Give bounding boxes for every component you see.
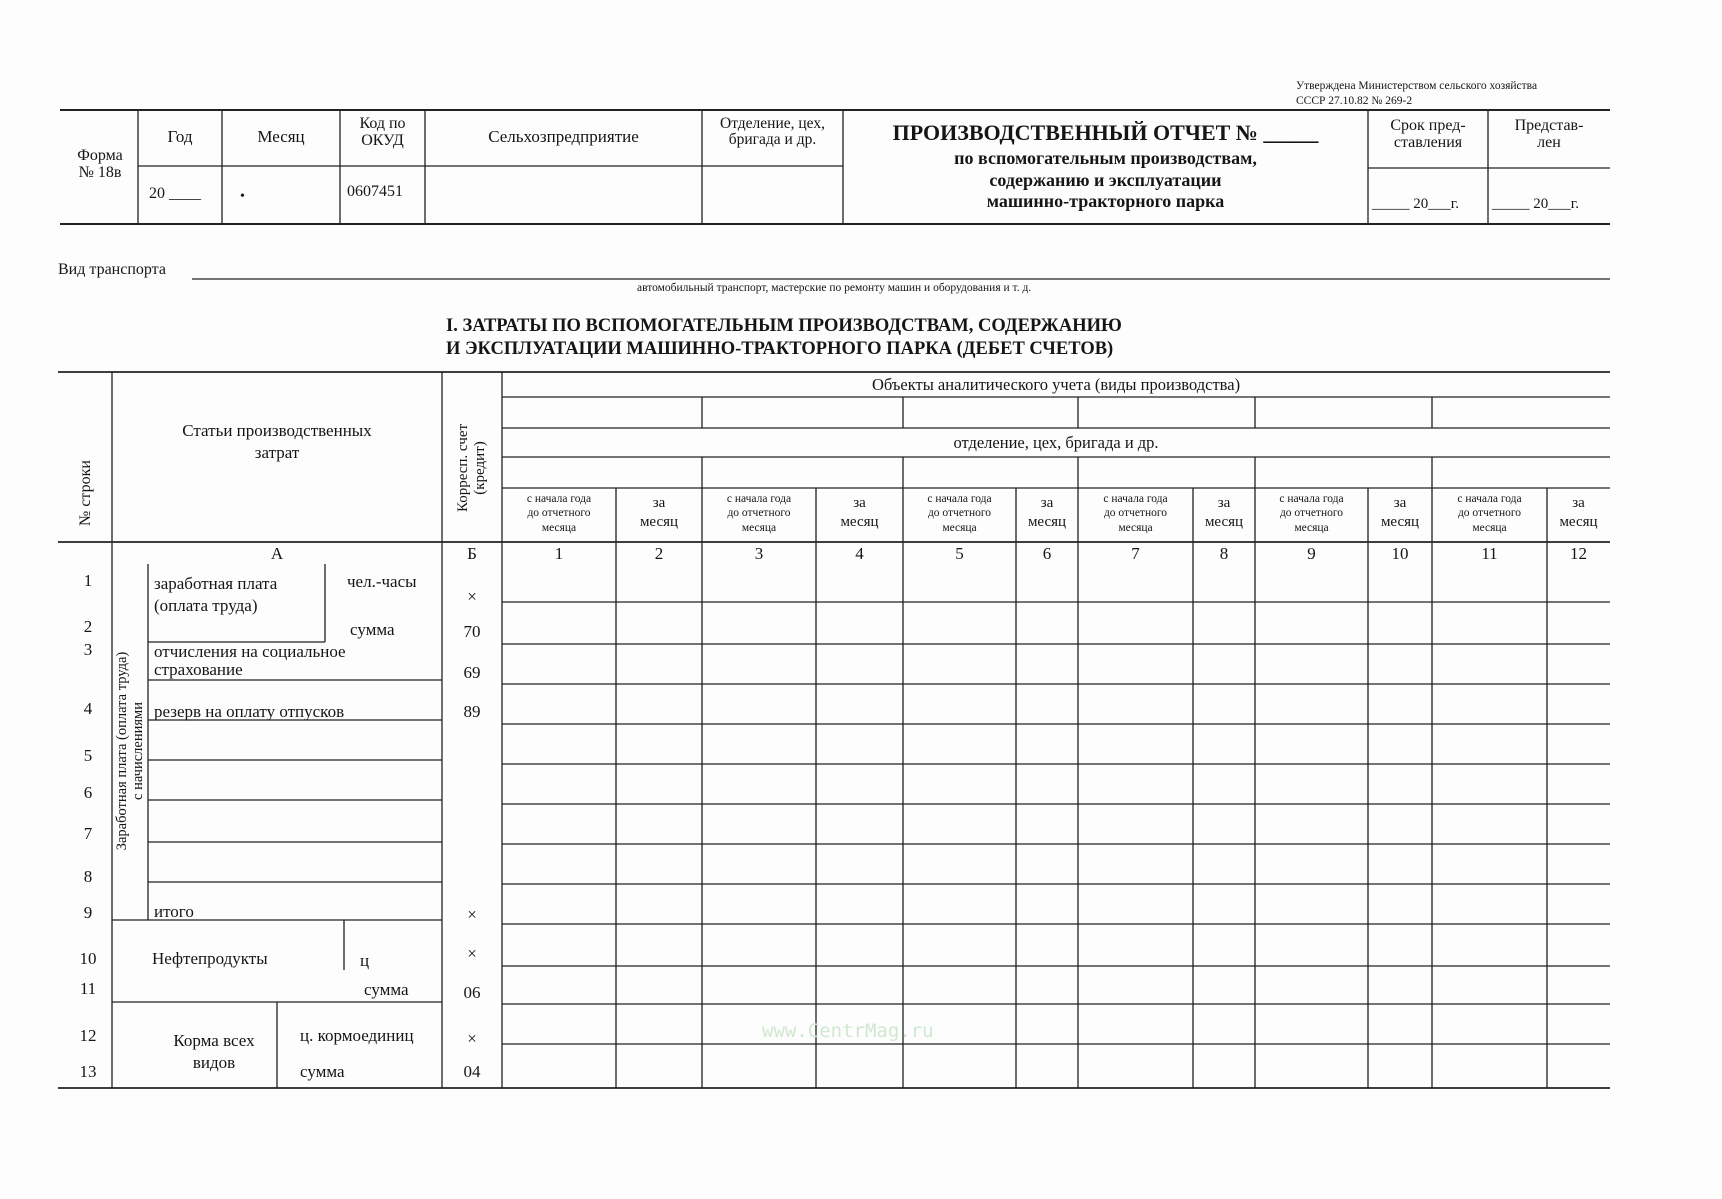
account-code: 04	[463, 1062, 481, 1081]
col-a-code: А	[270, 544, 284, 563]
row-number-header: № строки	[77, 460, 94, 526]
col-number: 4	[855, 544, 864, 563]
year-label: Год	[167, 127, 193, 146]
col-number: 12	[1570, 544, 1587, 563]
oil-unit-label: ц	[360, 951, 370, 970]
wage-group-label: Заработная плата (оплата труда) с начислениями	[114, 651, 146, 851]
row-number: 1	[83, 571, 93, 590]
col-number: 8	[1219, 544, 1229, 563]
report-title: ПРОИЗВОДСТВЕННЫЙ ОТЧЕТ № _____	[892, 120, 1319, 145]
section-title-line-1: I. ЗАТРАТЫ ПО ВСПОМОГАТЕЛЬНЫМ ПРОИЗВОДСТВАМ, СОДЕРЖАНИЮ	[446, 316, 1122, 336]
submitted-value: _____ 20___г.	[1492, 196, 1579, 212]
objects-header: Объекты аналитического учета (виды производства)	[871, 375, 1241, 394]
row-number: 3	[83, 640, 93, 659]
row-number: 6	[83, 783, 93, 802]
wages-label: заработная плата (оплата труда)	[154, 574, 278, 616]
feed-sum-label: сумма	[300, 1062, 345, 1081]
col-ytd-header: с начала года до отчетного месяца	[1457, 493, 1522, 534]
feed-unit-label: ц. кормоединиц	[300, 1026, 414, 1045]
approval-line-1: Утверждена Министерством сельского хозяйства	[1296, 80, 1538, 92]
section-title-line-2: И ЭКСПЛУАТАЦИИ МАШИННО-ТРАКТОРНОГО ПАРКА (ДЕБЕТ СЧЕТОВ)	[446, 339, 1114, 359]
row-number: 9	[83, 903, 93, 922]
col-ytd-header: с начала года до отчетного месяца	[526, 493, 592, 534]
row-number: 10	[79, 949, 97, 968]
col-number: 6	[1042, 544, 1052, 563]
form-number-label: Форма № 18в	[77, 147, 123, 181]
col-number: 5	[955, 544, 964, 563]
deadline-value: _____ 20___г.	[1372, 196, 1459, 212]
okud-label: Код по ОКУД	[359, 115, 406, 149]
total-label: итого	[154, 902, 194, 921]
man-hours-label: чел.-часы	[347, 572, 417, 591]
year-value: 20 ____	[149, 185, 201, 202]
col-b-code: Б	[467, 544, 477, 563]
wages-sum-label: сумма	[350, 620, 395, 639]
row-number: 5	[83, 746, 93, 765]
row-number: 8	[83, 867, 93, 886]
account-code: 69	[463, 663, 481, 682]
vacation-reserve-label: резерв на оплату отпусков	[154, 702, 345, 721]
account-code: 70	[463, 622, 481, 641]
col-ytd-header: с начала года до отчетного месяца	[726, 493, 792, 534]
account-code: 89	[463, 702, 481, 721]
enterprise-label: Сельхозпредприятие	[488, 127, 639, 146]
social-insurance-label: отчисления на социальное страхование	[154, 642, 346, 679]
col-number: 3	[754, 544, 764, 563]
watermark: www.CentrMag.ru	[762, 1020, 934, 1042]
oil-products-label: Нефтепродукты	[152, 949, 268, 968]
col-number: 1	[554, 544, 564, 563]
division-label: Отделение, цех, бригада и др.	[720, 115, 825, 149]
account-code: ×	[467, 944, 477, 963]
row-number: 7	[83, 824, 93, 843]
col-month-header: за месяц	[1559, 495, 1598, 530]
col-month-header: за месяц	[1380, 495, 1420, 530]
row-number: 13	[79, 1062, 97, 1081]
transport-label: Вид транспорта	[58, 261, 166, 278]
feed-label: Корма всех видов	[173, 1031, 255, 1073]
col-number: 9	[1307, 544, 1316, 563]
col-number: 11	[1481, 544, 1498, 563]
deadline-label: Срок пред- ставления	[1390, 117, 1466, 151]
row-number: 2	[83, 617, 93, 636]
account-code: ×	[467, 1029, 477, 1048]
report-subtitle: по вспомогательным производствам, содержанию и эксплуатации машинно-тракторного парка	[954, 148, 1257, 212]
submitted-label: Представ- лен	[1514, 117, 1584, 151]
col-month-header: за месяц	[1027, 495, 1067, 530]
col-ytd-header: с начала года до отчетного месяца	[1103, 493, 1168, 534]
account-code: ×	[467, 587, 477, 606]
row-number: 4	[83, 699, 93, 718]
account-header: Корресп. счет (кредит)	[454, 423, 488, 513]
month-label: Месяц	[257, 127, 305, 146]
transport-hint: автомобильный транспорт, мастерские по ремонту машин и оборудования и т. д.	[637, 282, 1032, 294]
approval-line-2: СССР 27.10.82 № 269-2	[1296, 95, 1413, 107]
oil-sum-label: сумма	[364, 980, 409, 999]
account-code: 06	[463, 983, 481, 1002]
col-ytd-header: с начала года до отчетного месяца	[1279, 493, 1344, 534]
okud-value: 0607451	[347, 183, 403, 200]
col-ytd-header: с начала года до отчетного месяца	[927, 493, 992, 534]
col-number: 7	[1131, 544, 1140, 563]
col-month-header: за месяц	[840, 495, 879, 530]
month-value: •	[240, 189, 245, 204]
col-month-header: за месяц	[1204, 495, 1244, 530]
row-number: 12	[79, 1026, 97, 1045]
col-number: 2	[654, 544, 664, 563]
col-month-header: за месяц	[639, 495, 679, 530]
account-code: ×	[467, 905, 477, 924]
row-number: 11	[79, 979, 97, 998]
items-header: Статьи производственных затрат	[182, 421, 372, 463]
division-subheader: отделение, цех, бригада и др.	[953, 433, 1159, 452]
col-number: 10	[1391, 544, 1409, 563]
